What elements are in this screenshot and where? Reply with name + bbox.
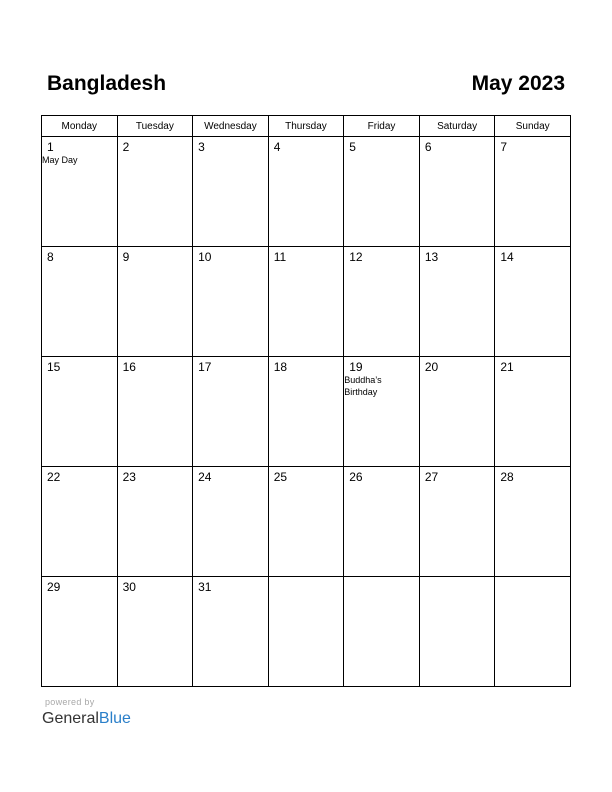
day-cell — [193, 577, 269, 687]
calendar-grid — [41, 115, 571, 687]
day-number: 30 — [122, 580, 136, 594]
generalblue-logo[interactable] — [42, 709, 131, 729]
weekday-header: Saturday — [419, 116, 495, 137]
day-cell — [495, 137, 571, 247]
day-number: 15 — [47, 360, 61, 374]
holiday-label: Buddha’s Birthday — [344, 375, 382, 397]
day-cell — [344, 137, 420, 247]
day-number: 17 — [198, 360, 212, 374]
day-number: 12 — [349, 250, 363, 264]
day-number: 25 — [273, 470, 288, 484]
day-cell — [193, 247, 269, 357]
month-year-title: May 2023 — [471, 72, 565, 95]
day-number: 9 — [122, 250, 130, 264]
day-cell — [268, 357, 344, 467]
powered-by-label: powered by — [45, 697, 95, 707]
day-cell — [344, 247, 420, 357]
day-number: 19 — [349, 360, 363, 374]
day-number: 3 — [198, 140, 205, 154]
day-number: 6 — [424, 140, 432, 154]
holiday-label: May Day — [42, 155, 78, 165]
weekday-header: Friday — [344, 116, 420, 137]
week-row — [42, 137, 571, 247]
day-cell-empty — [495, 577, 571, 687]
day-cell — [42, 247, 118, 357]
day-number: 7 — [500, 140, 508, 154]
week-row — [42, 357, 571, 467]
day-cell-empty — [419, 577, 495, 687]
day-number: 16 — [122, 360, 136, 374]
day-cell — [268, 137, 344, 247]
week-row — [42, 577, 571, 687]
day-number: 23 — [122, 470, 136, 484]
day-number: 31 — [198, 580, 212, 594]
day-cell — [193, 357, 269, 467]
day-number: 11 — [273, 250, 287, 264]
weekday-header: Tuesday — [117, 116, 193, 137]
day-cell — [495, 357, 571, 467]
day-cell — [42, 577, 118, 687]
day-cell — [419, 247, 495, 357]
day-cell — [117, 577, 193, 687]
day-cell — [419, 357, 495, 467]
day-cell — [419, 467, 495, 577]
day-number: 8 — [47, 250, 54, 264]
day-number: 18 — [273, 360, 288, 374]
day-number: 20 — [424, 360, 439, 374]
day-number: 13 — [424, 250, 439, 264]
footer-branding — [42, 697, 131, 729]
day-number: 1 — [47, 140, 54, 154]
day-cell — [42, 137, 118, 247]
day-cell — [117, 357, 193, 467]
day-cell — [117, 137, 193, 247]
day-number: 22 — [47, 470, 61, 484]
country-title: Bangladesh — [47, 72, 167, 95]
day-cell-empty — [344, 577, 420, 687]
day-cell — [268, 247, 344, 357]
weekday-header: Thursday — [268, 116, 344, 137]
day-number: 2 — [122, 140, 130, 154]
weekday-header: Monday — [42, 116, 118, 137]
day-number: 10 — [198, 250, 212, 264]
day-cell — [193, 467, 269, 577]
day-number: 29 — [47, 580, 61, 594]
day-number: 24 — [198, 470, 212, 484]
day-cell-empty — [268, 577, 344, 687]
brand-blue: Blue — [98, 710, 131, 727]
week-row — [42, 247, 571, 357]
day-cell — [344, 357, 420, 467]
weekday-header: Sunday — [495, 116, 571, 137]
day-cell — [495, 467, 571, 577]
day-cell — [42, 357, 118, 467]
day-cell — [344, 467, 420, 577]
day-number: 14 — [500, 250, 514, 264]
day-cell — [42, 467, 118, 577]
weekday-header-row — [42, 116, 571, 137]
brand-general: General — [42, 710, 99, 727]
week-row — [42, 467, 571, 577]
day-cell — [268, 467, 344, 577]
day-number: 21 — [500, 360, 514, 374]
day-cell — [117, 247, 193, 357]
day-cell — [117, 467, 193, 577]
day-number: 26 — [349, 470, 363, 484]
weekday-header: Wednesday — [193, 116, 269, 137]
day-cell — [495, 247, 571, 357]
day-cell — [419, 137, 495, 247]
day-number: 4 — [273, 140, 281, 154]
day-number: 5 — [349, 140, 356, 154]
day-number: 27 — [424, 470, 439, 484]
day-cell — [193, 137, 269, 247]
day-number: 28 — [500, 470, 514, 484]
